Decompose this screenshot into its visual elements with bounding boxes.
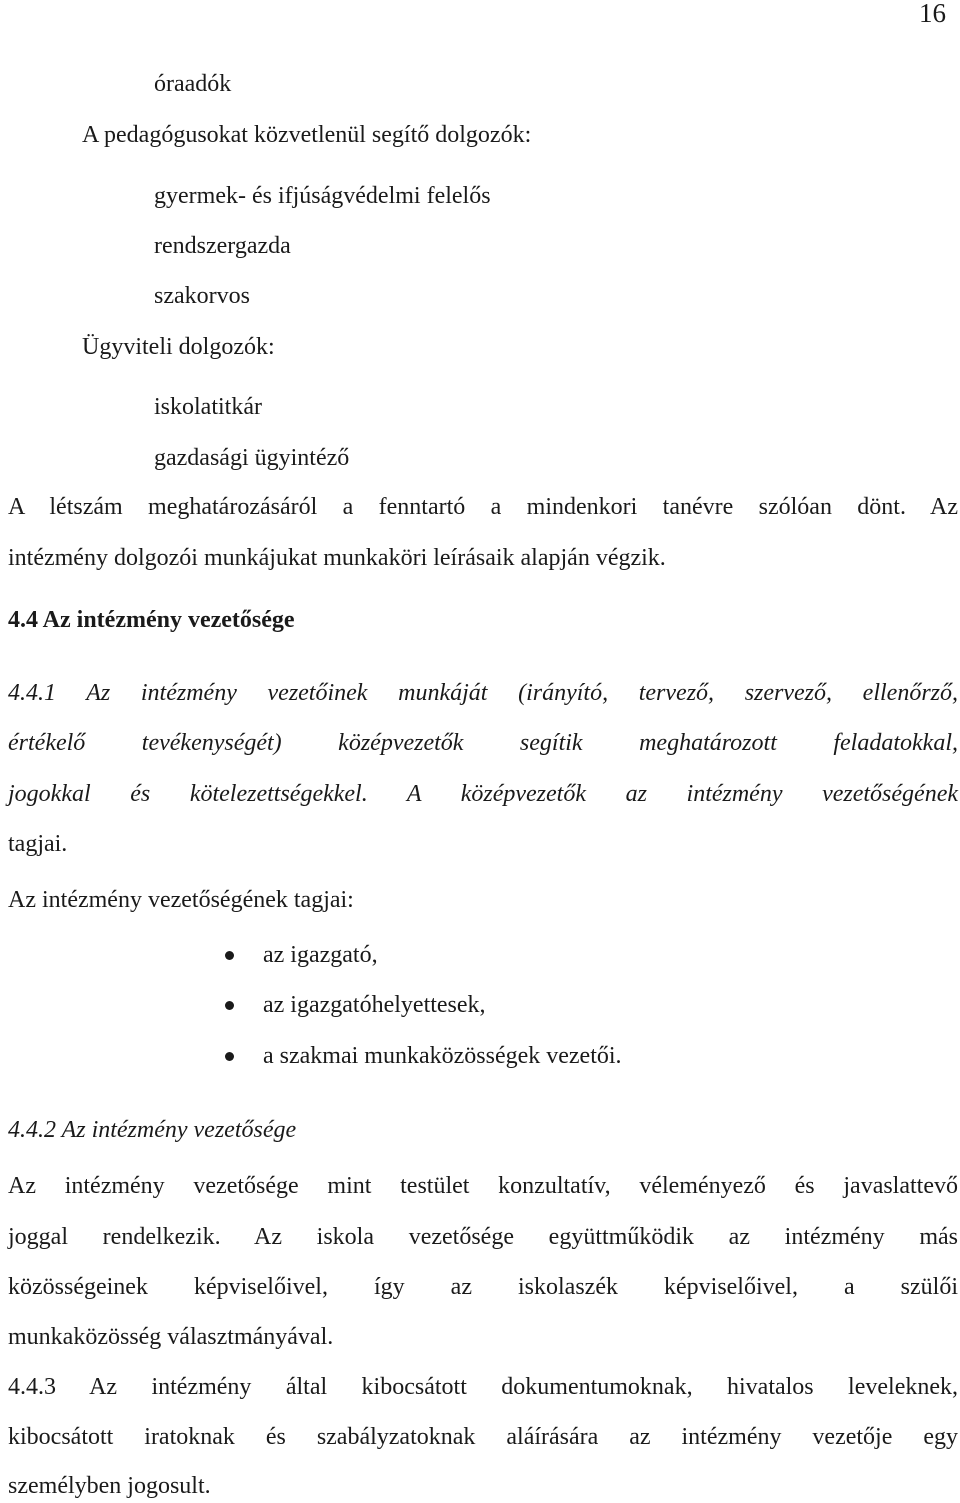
admin-label: Ügyviteli dolgozók: xyxy=(82,334,275,360)
helpers-label: A pedagógusokat közvetlenül segítő dolgozók: xyxy=(82,122,532,148)
members-list-item: az igazgató, xyxy=(263,942,378,968)
members-label: Az intézmény vezetőségének tagjai: xyxy=(8,887,354,913)
list-item-helper: gyermek- és ifjúságvédelmi felelős xyxy=(154,183,491,209)
subsection-443-line: kibocsátott iratoknak és szabályzatoknak aláírására az intézmény vezetője egy xyxy=(8,1424,958,1450)
list-item-admin: iskolatitkár xyxy=(154,394,262,420)
subsection-441-line: értékelő tevékenységét) középvezetők segítik meghatározott feladatokkal, xyxy=(8,730,958,756)
bullet-dot xyxy=(225,1052,234,1061)
subsection-443-line: személyben jogosult. xyxy=(8,1473,211,1499)
members-list-item: az igazgatóhelyettesek, xyxy=(263,992,486,1018)
bullet-dot xyxy=(225,1001,234,1010)
subsection-441-line: jogokkal és kötelezettségekkel. A középvezetők az intézmény vezetőségének xyxy=(8,781,958,807)
paragraph-line: A létszám meghatározásáról a fenntartó a mindenkori tanévre szólóan dönt. Az xyxy=(8,494,958,520)
page-number: 16 xyxy=(919,0,946,28)
list-item-helper: szakorvos xyxy=(154,283,250,309)
section-heading: 4.4 Az intézmény vezetősége xyxy=(8,607,295,633)
members-list-item: a szakmai munkaközösségek vezetői. xyxy=(263,1043,622,1069)
list-item-helper: rendszergazda xyxy=(154,233,291,259)
subsection-442-line: közösségeinek képviselőivel, így az iskolaszék képviselőivel, a szülői xyxy=(8,1274,958,1300)
bullet-dot xyxy=(225,951,234,960)
paragraph-line: intézmény dolgozói munkájukat munkaköri leírásaik alapján végzik. xyxy=(8,545,666,571)
list-item-admin: gazdasági ügyintéző xyxy=(154,445,350,471)
subsection-442-line: munkaközösség választmányával. xyxy=(8,1324,334,1350)
subsection-441-line: tagjai. xyxy=(8,831,68,857)
subsection-441-line: 4.4.1 Az intézmény vezetőinek munkáját (irányító, tervező, szervező, ellenőrző, xyxy=(8,680,958,706)
subsection-442-line: Az intézmény vezetősége mint testület konzultatív, véleményező és javaslattevő xyxy=(8,1173,958,1199)
subsection-442-heading: 4.4.2 Az intézmény vezetősége xyxy=(8,1117,297,1143)
subsection-442-line: joggal rendelkezik. Az iskola vezetősége együttműködik az intézmény más xyxy=(8,1224,958,1250)
subsection-443-line: 4.4.3 Az intézmény által kibocsátott dokumentumoknak, hivatalos leveleknek, xyxy=(8,1374,958,1400)
list-item-oraadok: óraadók xyxy=(154,71,232,97)
